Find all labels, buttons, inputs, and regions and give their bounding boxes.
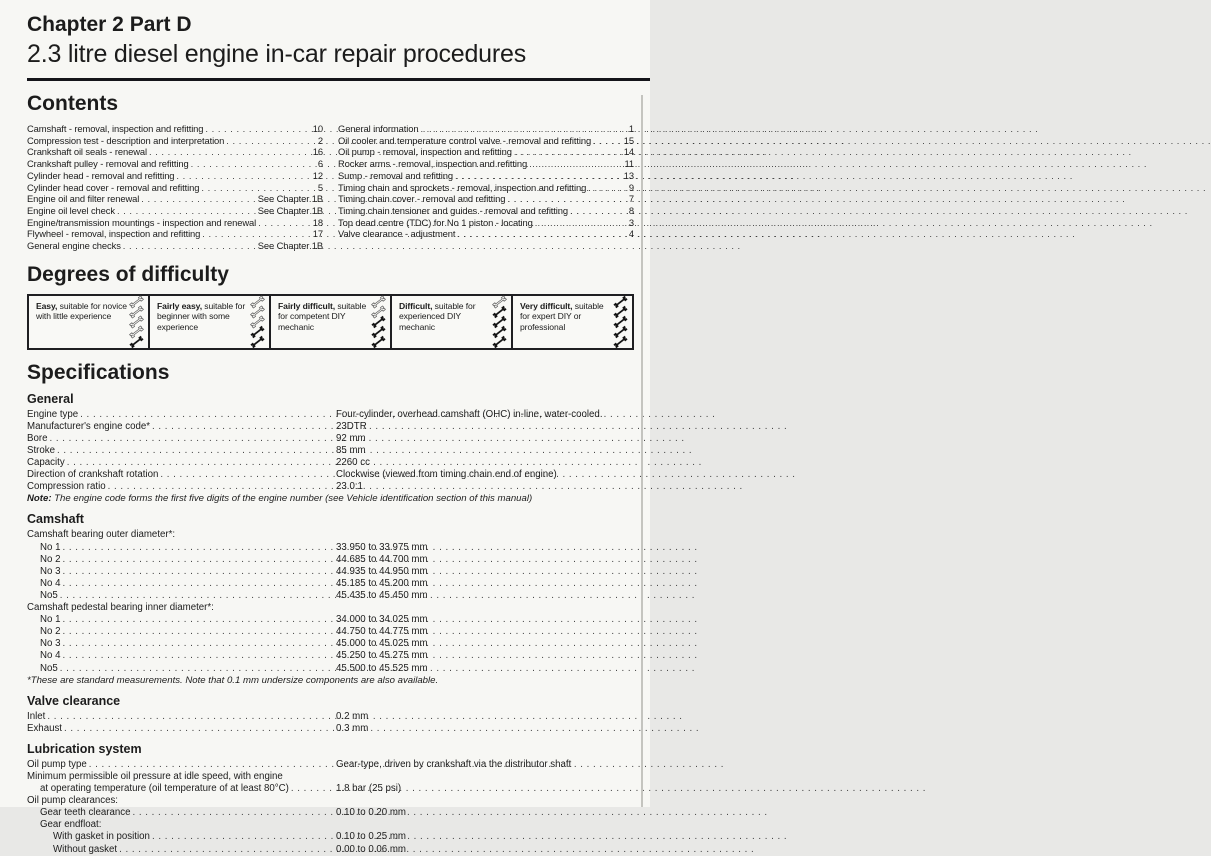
contents-entry-label: Crankshaft pulley - removal and refitting: [27, 158, 189, 170]
contents-entry: [27, 182, 323, 194]
contents-entry-page: 13: [623, 169, 634, 181]
spec-label: Manufacturer's engine code*: [27, 420, 151, 432]
contents-entry: [338, 170, 634, 182]
dot-leader: [62, 554, 328, 566]
spanner-icon: [249, 335, 266, 349]
dot-leader: [205, 123, 310, 135]
dot-leader: [226, 135, 316, 147]
spec-row: [27, 638, 634, 650]
spec-value: 0.2 mm: [336, 710, 369, 722]
spec-row-left: [27, 711, 330, 723]
spec-note: *These are standard measurements. Note that 0.1 mm undersize components are also available.: [27, 674, 439, 686]
spec-row-left: [27, 590, 330, 602]
spec-label: No 1: [40, 541, 61, 553]
spec-value: 0.10 to 0.25 mm: [336, 831, 407, 843]
spec-label: Exhaust: [27, 722, 63, 734]
spec-row-left: [27, 445, 330, 457]
contents-entry-label: General information: [338, 123, 419, 134]
chapter-label: Chapter 2 Part D: [27, 13, 192, 36]
difficulty-level-name: Fairly difficult,: [278, 300, 336, 311]
contents-entry-page: 2: [317, 134, 323, 146]
spec-row: [27, 457, 634, 469]
dot-leader: [123, 240, 256, 252]
contents-entry-page: 3: [628, 216, 634, 228]
contents-entry-label: Crankshaft oil seals - renewal: [27, 146, 147, 158]
spec-row: [27, 421, 634, 433]
dot-leader: [535, 217, 627, 229]
spec-label: Inlet: [27, 710, 46, 722]
spec-row: [27, 831, 634, 843]
contents-entry: [27, 205, 323, 217]
spec-value: 0.3 mm: [336, 722, 369, 734]
spec-value: 34.000 to 34.025 mm: [336, 614, 428, 626]
spec-label: Engine type: [27, 408, 79, 420]
spec-group-label: Minimum permissible oil pressure at idle speed, with engine: [27, 770, 283, 782]
difficulty-level: [390, 296, 511, 348]
difficulty-level: [511, 296, 632, 348]
spec-row: [27, 614, 634, 626]
contents-entry: [27, 193, 323, 205]
spanner-icon: [370, 335, 387, 349]
spec-label: Gear teeth clearance: [40, 807, 131, 819]
contents-entry-label: Timing chain and sprockets - removal, inspection and refitting: [338, 181, 587, 193]
contents-entry-label: General engine checks: [27, 240, 121, 252]
spec-row-left: [27, 481, 330, 493]
spec-row: [27, 783, 634, 795]
spec-row: [27, 759, 634, 771]
contents-entry-label: Engine/transmission mountings - inspection and renewal: [27, 216, 257, 228]
spec-row: [27, 578, 634, 590]
spec-value: 44.750 to 44.775 mm: [336, 626, 428, 638]
spec-label: No 3: [40, 565, 61, 577]
dot-leader: [62, 626, 328, 638]
dot-leader: [141, 193, 255, 205]
contents-entry: [27, 240, 323, 252]
contents-entry: [338, 135, 634, 147]
spec-row: [27, 481, 634, 493]
contents-entry-label: Engine oil level check: [27, 204, 115, 216]
difficulty-box: [27, 294, 634, 350]
difficulty-level-text: [36, 299, 127, 346]
dot-leader: [176, 170, 310, 182]
dot-leader: [62, 578, 328, 590]
contents-column-left: [27, 123, 323, 252]
contents-entry-label: Timing chain tensioner and guides - removal and refitting: [338, 204, 569, 216]
difficulty-level: [148, 296, 269, 348]
spec-row-left: [27, 566, 330, 578]
contents-entry: [338, 205, 634, 217]
difficulty-level-text: [520, 299, 611, 346]
spec-label: Stroke: [27, 445, 55, 457]
spec-row: [27, 590, 634, 602]
spec-row: [27, 807, 634, 819]
spec-row: [27, 409, 634, 421]
spec-label: Capacity: [27, 457, 65, 469]
spanner-icons: [611, 299, 630, 346]
dot-leader: [152, 421, 328, 433]
contents-entry-label: Cylinder head - removal and refitting: [27, 169, 175, 181]
contents-entry-page: 4: [628, 228, 634, 240]
spec-row: [27, 844, 634, 856]
contents-entry-page: 7: [628, 193, 634, 205]
spec-value: 44.685 to 44.700 mm: [336, 553, 428, 565]
spec-value: 44.935 to 44.950 mm: [336, 565, 428, 577]
dot-leader: [89, 759, 328, 771]
contents-entry: [338, 217, 634, 229]
contents-entry-label: Sump - removal and refitting: [338, 169, 453, 181]
spec-label: No 4: [40, 650, 61, 662]
spec-row-left: [27, 783, 330, 795]
spec-row: [27, 542, 634, 554]
spanner-icon: [612, 335, 629, 349]
contents-entry: [338, 228, 634, 240]
spec-label: No5: [40, 589, 58, 601]
spec-row-left: [27, 638, 330, 650]
spanner-icons: [369, 299, 388, 346]
spec-value: 45.435 to 45.450 mm: [336, 589, 428, 601]
spec-row-left: [27, 409, 330, 421]
spec-row-left: [27, 554, 330, 566]
spec-row: [27, 650, 634, 662]
dot-leader: [119, 844, 328, 856]
dot-leader: [202, 228, 310, 240]
page-header: [27, 12, 634, 81]
dot-leader: [62, 566, 328, 578]
spec-value: 85 mm: [336, 445, 366, 457]
dot-leader: [588, 182, 627, 194]
contents-entry: [27, 217, 323, 229]
contents-entry-page: 18: [312, 216, 323, 228]
difficulty-level-name: Difficult,: [399, 300, 433, 311]
spec-group-label: Camshaft bearing outer diameter*:: [27, 529, 176, 541]
spec-row-left: [27, 844, 330, 856]
contents-entry-page: 14: [623, 146, 634, 158]
spec-value: Four-cylinder, overhead camshaft (OHC) in-line, water-cooled.: [336, 408, 603, 420]
contents-entry-page: 15: [623, 134, 634, 146]
spec-row: [27, 711, 634, 723]
dot-leader: [67, 457, 328, 469]
spec-section-title: General: [27, 391, 74, 406]
spec-label: No 4: [40, 577, 61, 589]
contents-entry-label: Compression test - description and interpretation: [27, 134, 225, 146]
dot-leader: [420, 123, 626, 135]
contents-entry-label: Cylinder head cover - removal and refitting: [27, 181, 200, 193]
difficulty-level-text: [278, 299, 369, 346]
contents-entry-label: Timing chain cover - removal and refitting: [338, 193, 506, 205]
spec-value: 45.185 to 45.200 mm: [336, 577, 428, 589]
spec-value: 45.500 to 45.525 mm: [336, 662, 428, 674]
dot-leader: [201, 182, 316, 194]
spec-row-left: [27, 663, 330, 675]
contents-section: [27, 92, 634, 252]
difficulty-section: [27, 263, 634, 350]
difficulty-level-name: Easy,: [36, 300, 58, 311]
dot-leader: [514, 146, 622, 158]
spec-section-title: Valve clearance: [27, 693, 121, 708]
spec-row-left: [27, 614, 330, 626]
spec-label: No 3: [40, 638, 61, 650]
spec-group-label: Gear endfloat:: [40, 819, 102, 831]
spec-label: No 1: [40, 614, 61, 626]
specifications-heading: Specifications: [27, 360, 170, 384]
difficulty-level-name: Fairly easy,: [157, 300, 202, 311]
spec-section-title: Camshaft: [27, 512, 84, 527]
spec-group-label: Camshaft pedestal bearing inner diameter*:: [27, 602, 214, 614]
dot-leader: [57, 445, 328, 457]
dot-leader: [62, 650, 328, 662]
dot-leader: [108, 481, 328, 493]
contents-entry: [338, 158, 634, 170]
difficulty-level-description: suitable for experienced DIY mechanic: [399, 300, 476, 332]
dot-leader: [258, 217, 311, 229]
spec-row-left: [27, 626, 330, 638]
spec-row: [27, 723, 634, 735]
spec-group-label: Oil pump clearances:: [27, 795, 118, 807]
dot-leader: [593, 135, 622, 147]
contents-entry-page: 5: [317, 181, 323, 193]
spec-label: No 2: [40, 553, 61, 565]
spec-row: [27, 566, 634, 578]
dot-leader: [60, 590, 328, 602]
contents-entry-label: Oil cooler and temperature control valve - removal and refitting: [338, 134, 592, 146]
contents-entry: [338, 193, 634, 205]
difficulty-level: [269, 296, 390, 348]
spanner-icon: [491, 335, 508, 349]
spec-value: Gear-type, driven by crankshaft via the distributor shaft: [336, 758, 572, 770]
spec-value: 92 mm: [336, 432, 366, 444]
contents-entry-page: See Chapter 1B: [257, 204, 323, 216]
contents-entry: [338, 123, 634, 135]
spanner-icons: [127, 299, 146, 346]
difficulty-level-description: suitable for novice with little experience: [36, 300, 127, 322]
dot-leader: [191, 158, 316, 170]
spec-value: 0.10 to 0.20 mm: [336, 807, 407, 819]
spanner-icons: [490, 299, 509, 346]
dot-leader: [160, 469, 328, 481]
spec-row: [27, 663, 634, 675]
dot-leader: [570, 205, 627, 217]
contents-entry-page: 6: [317, 158, 323, 170]
difficulty-level-text: [399, 299, 490, 346]
contents-heading: Contents: [27, 92, 118, 115]
spec-label: Bore: [27, 432, 48, 444]
spec-row-left: [27, 723, 330, 735]
spec-value: 33.950 to 33.975 mm: [336, 541, 428, 553]
contents-entry: [338, 182, 634, 194]
spec-row-left: [27, 578, 330, 590]
spec-row: [27, 626, 634, 638]
contents-entry-label: Rocker arms - removal, inspection and refitting: [338, 158, 528, 170]
spec-value: 23.0:1: [336, 481, 363, 493]
dot-leader: [291, 783, 328, 795]
contents-entry-label: Valve clearance - adjustment: [338, 228, 456, 240]
dot-leader: [132, 807, 328, 819]
spec-row-left: [27, 469, 330, 481]
dot-leader: [455, 170, 622, 182]
spec-label: With gasket in position: [53, 831, 150, 843]
contents-entry: [338, 146, 634, 158]
difficulty-level-text: [157, 299, 248, 346]
spanner-icon: [128, 335, 145, 349]
scan-edge-artifact: [641, 95, 643, 807]
spec-label: No5: [40, 662, 58, 674]
dot-leader: [507, 193, 626, 205]
contents-entry: [27, 123, 323, 135]
contents-entry-label: Top dead centre (TDC) for No 1 piston - locating: [338, 216, 533, 228]
dot-leader: [62, 542, 328, 554]
contents-entry-label: Flywheel - removal, inspection and refitting: [27, 228, 201, 240]
contents-entry-page: 8: [628, 204, 634, 216]
page-title: 2.3 litre diesel engine in-car repair procedures: [27, 40, 527, 68]
spec-note: Note: The engine code forms the first five digits of the engine number (see Vehicle identification section of this manual): [27, 493, 533, 505]
contents-entry-page: 16: [312, 146, 323, 158]
dot-leader: [60, 663, 328, 675]
contents-entry-page: 11: [624, 158, 634, 170]
contents-column-right: [338, 123, 634, 252]
contents-entry: [27, 228, 323, 240]
spec-label: Without gasket: [53, 843, 118, 855]
contents-entry-label: Camshaft - removal, inspection and refitting: [27, 123, 204, 134]
contents-entry-label: Engine oil and filter renewal: [27, 193, 140, 205]
spec-value: 1.8 bar (25 psi): [336, 783, 402, 795]
header-rule: [27, 78, 650, 81]
dot-leader: [64, 723, 328, 735]
dot-leader: [457, 228, 626, 240]
difficulty-level-name: Very difficult,: [520, 300, 573, 311]
dot-leader: [80, 409, 328, 421]
specifications-body: [27, 392, 634, 856]
dot-leader: [62, 614, 328, 626]
spec-label: Direction of crankshaft rotation: [27, 469, 159, 481]
contents-entry-page: See Chapter 1B: [257, 193, 323, 205]
spec-label: No 2: [40, 626, 61, 638]
spec-value: 45.250 to 45.275 mm: [336, 650, 428, 662]
spec-value: 23DTR: [336, 420, 367, 432]
dot-leader: [149, 146, 311, 158]
contents-entry: [27, 158, 323, 170]
spec-value: 45.000 to 45.025 mm: [336, 638, 428, 650]
contents-entry-page: 9: [628, 181, 634, 193]
dot-leader: [62, 638, 328, 650]
contents-entry: [27, 146, 323, 158]
contents-entry: [27, 170, 323, 182]
spec-row-left: [27, 807, 330, 819]
contents-entry-page: See Chapter 1B: [257, 240, 323, 252]
difficulty-level-description: suitable for expert DIY or professional: [520, 300, 604, 332]
spec-row-left: [27, 650, 330, 662]
dot-leader: [117, 205, 256, 217]
spec-row: [27, 433, 634, 445]
spec-value: 0.00 to 0.06 mm: [336, 843, 407, 855]
spec-row-left: [27, 433, 330, 445]
spec-row-left: [27, 759, 330, 771]
contents-entry-page: 1: [628, 123, 634, 134]
spec-label: at operating temperature (oil temperature of at least 80°C): [40, 783, 289, 795]
dot-leader: [152, 831, 328, 843]
spec-row-left: [27, 831, 330, 843]
spanner-icons: [248, 299, 267, 346]
dot-leader: [529, 158, 622, 170]
spec-note-lead: Note:: [27, 493, 52, 505]
contents-entry-label: Oil pump - removal, inspection and refitting: [338, 146, 512, 158]
spec-row-left: [27, 421, 330, 433]
specifications-section: [27, 361, 634, 856]
spec-section-title: Lubrication system: [27, 741, 142, 756]
spec-row-left: [27, 457, 330, 469]
contents-entry: [27, 135, 323, 147]
difficulty-level-description: suitable for competent DIY mechanic: [278, 300, 367, 332]
spec-row-left: [27, 542, 330, 554]
spec-value: Clockwise (viewed from timing chain end of engine): [336, 469, 557, 481]
difficulty-level-description: suitable for beginner with some experience: [157, 300, 246, 332]
spec-label: Oil pump type: [27, 758, 87, 770]
contents-entry-page: 10: [312, 123, 323, 134]
contents-entry-page: 12: [312, 169, 323, 181]
contents-entry-page: 17: [312, 228, 323, 240]
dot-leader: [47, 711, 328, 723]
spec-row: [27, 469, 634, 481]
spec-row: [27, 554, 634, 566]
dot-leader: [49, 433, 328, 445]
difficulty-level: [29, 296, 148, 348]
contents-columns: [27, 123, 634, 252]
spec-row: [27, 445, 634, 457]
spec-label: Compression ratio: [27, 481, 106, 493]
difficulty-heading: Degrees of difficulty: [27, 262, 229, 286]
spec-value: 2260 cc: [336, 457, 370, 469]
